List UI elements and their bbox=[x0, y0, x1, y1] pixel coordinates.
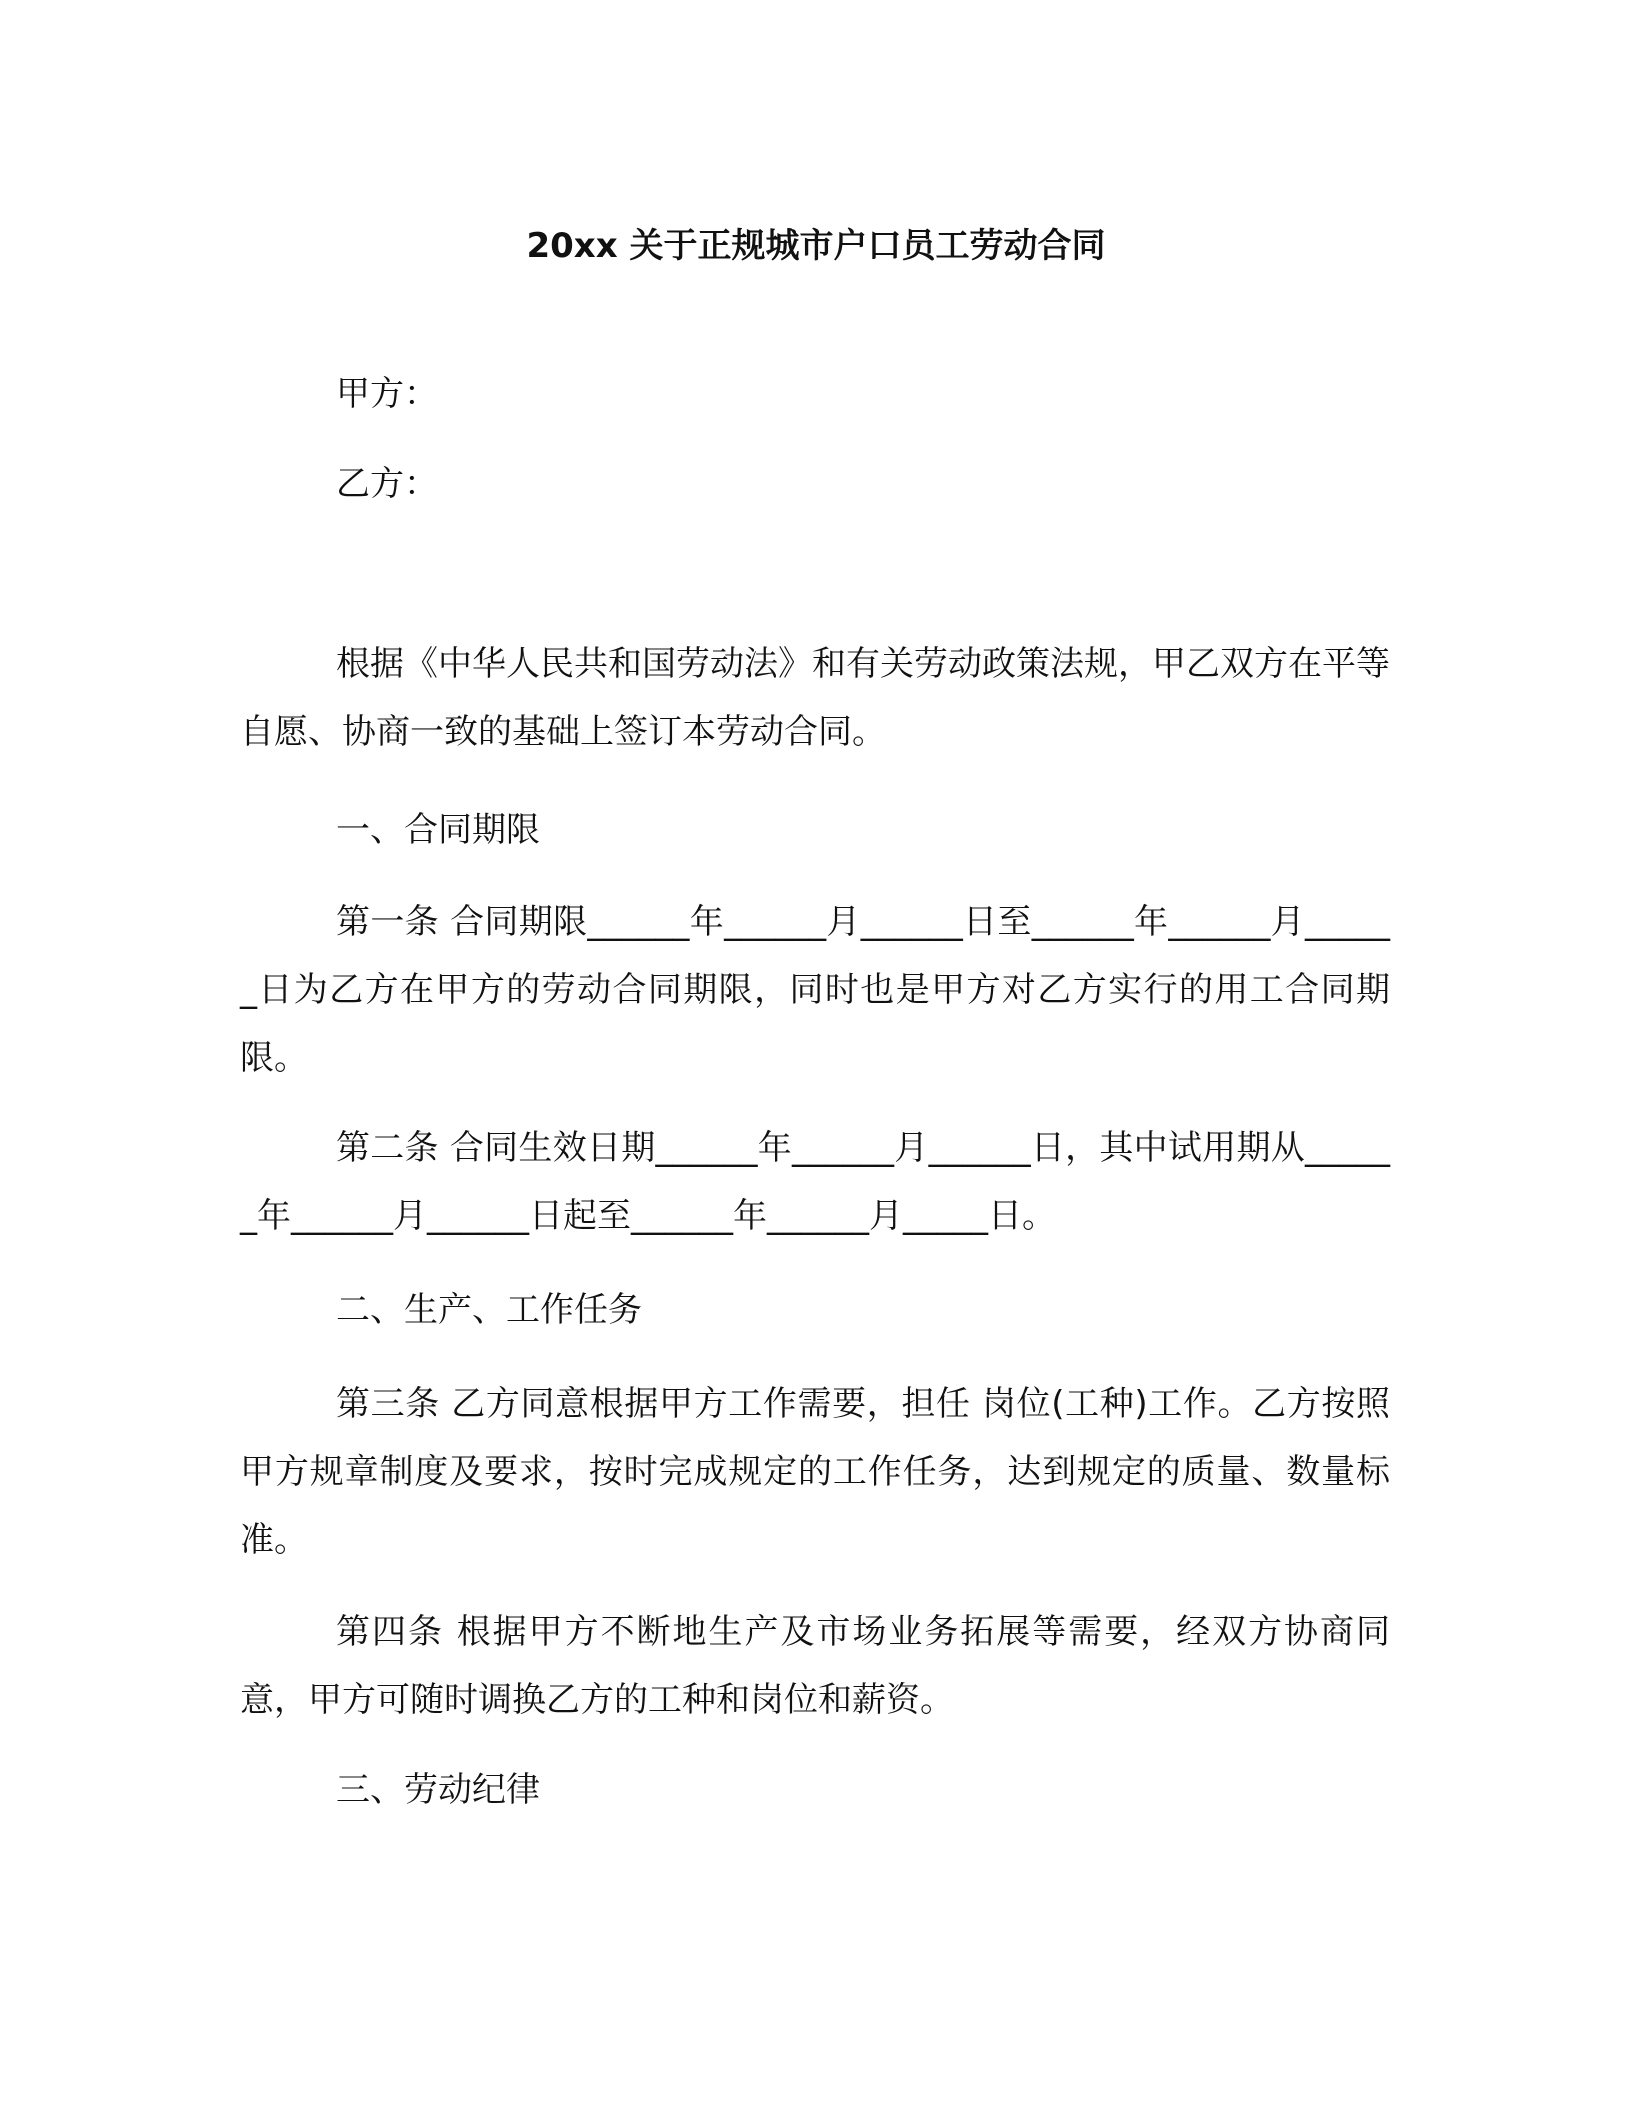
article-2-paragraph: 第二条 合同生效日期______年______月______日，其中试用期从______年______月______日起至______年______月_____日。 bbox=[240, 1128, 1390, 1236]
party-a-label: 甲方： bbox=[336, 374, 438, 414]
intro-paragraph: 根据《中华人民共和国劳动法》和有关劳动政策法规，甲乙双方在平等自愿、协商一致的基础上签订本劳动合同。 bbox=[240, 644, 1390, 752]
section-heading-term: 一、合同期限 bbox=[336, 810, 540, 850]
section-heading-discipline: 三、劳动纪律 bbox=[336, 1770, 540, 1810]
section-heading-tasks: 二、生产、工作任务 bbox=[336, 1290, 642, 1330]
document-title: 20xx 关于正规城市户口员工劳动合同 bbox=[526, 226, 1106, 266]
article-3-paragraph: 第三条 乙方同意根据甲方工作需要，担任 岗位(工种)工作。乙方按照甲方规章制度及要求，按时完成规定的工作任务，达到规定的质量、数量标准。 bbox=[240, 1384, 1390, 1560]
party-b-label: 乙方： bbox=[336, 464, 438, 504]
article-1-paragraph: 第一条 合同期限______年______月______日至______年______月______日为乙方在甲方的劳动合同期限，同时也是甲方对乙方实行的用工合同期限。 bbox=[240, 902, 1390, 1078]
article-4-paragraph: 第四条 根据甲方不断地生产及市场业务拓展等需要，经双方协商同意，甲方可随时调换乙方的工种和岗位和薪资。 bbox=[240, 1612, 1390, 1720]
